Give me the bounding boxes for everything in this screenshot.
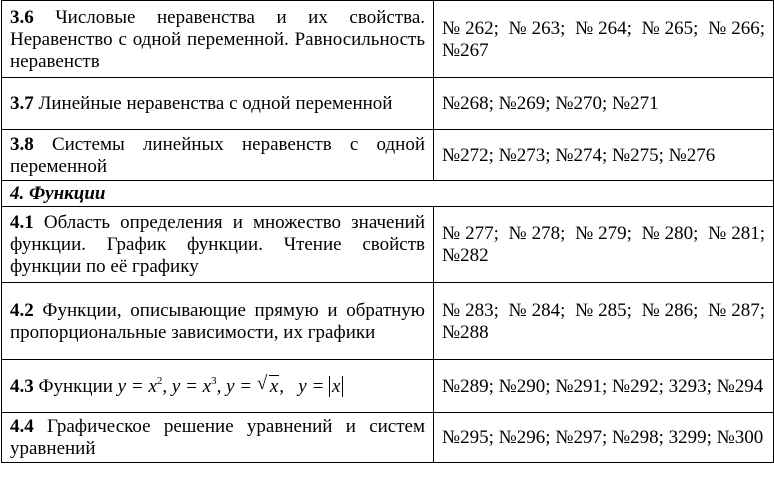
- table-row: [2, 283, 774, 360]
- math-x: x: [202, 375, 212, 397]
- math-y: y: [298, 375, 307, 397]
- topic-cell: [2, 130, 434, 181]
- topic-cell: [2, 207, 434, 283]
- tasks-cell: №268; №269; №270; №271: [434, 78, 774, 130]
- topics-table: [1, 0, 774, 463]
- topic-text: Область определения и множество значений функции. График функции. Чтение свойств функции по её графику: [10, 212, 425, 277]
- topic-text: Функции, описывающие прямую и обратную пропорциональные зависимости, их графики: [10, 299, 425, 343]
- table-row: [2, 413, 774, 463]
- topic-number: 4.3: [10, 375, 34, 397]
- tasks-cell: №262; №263; №264; №265; №266; №267: [434, 1, 774, 78]
- math-x: x: [148, 375, 157, 397]
- radical-sign: √: [256, 372, 268, 394]
- tasks-cell: №272; №273; №274; №275; №276: [434, 130, 774, 181]
- math-separator: ,: [279, 375, 289, 397]
- square-root: [256, 372, 279, 398]
- topic-cell: [2, 283, 434, 360]
- table-row: [2, 78, 774, 130]
- math-separator: ,: [216, 375, 227, 397]
- math-x: x: [269, 375, 279, 397]
- math-equals: =: [234, 375, 257, 397]
- math-exponent: 3: [211, 374, 217, 387]
- topic-number: 3.6: [10, 6, 34, 28]
- topic-text: Графическое решение уравнений и систем уравнений: [10, 416, 425, 459]
- table-row: [2, 360, 774, 413]
- topic-text: Линейные неравенства с одной переменной: [33, 93, 393, 114]
- math-equals: =: [180, 375, 203, 397]
- table-row: [2, 130, 774, 181]
- topic-cell: [2, 413, 434, 463]
- section-row: [2, 181, 774, 207]
- math-equals: =: [126, 375, 149, 397]
- absolute-value: [329, 376, 343, 397]
- math-equals: =: [306, 375, 330, 397]
- topic-number: 3.8: [10, 133, 34, 155]
- topic-text: Числовые неравенства и их свойства. Неравенство с одной переменной. Равносильность неравенств: [10, 6, 425, 72]
- math-separator: ,: [162, 375, 172, 397]
- tasks-cell: №277; №278; №279; №280; №281; №282: [434, 207, 774, 283]
- math-y: y: [226, 375, 235, 397]
- topic-text: Системы линейных неравенств с одной переменной: [10, 133, 425, 177]
- tasks-cell: №283; №284; №285; №286; №287; №288: [434, 283, 774, 360]
- topic-text: Функции: [33, 375, 113, 397]
- topic-cell: [2, 78, 434, 130]
- topic-number: 4.4: [10, 416, 34, 437]
- math-y: y: [171, 375, 181, 397]
- topic-number: 3.7: [10, 93, 34, 114]
- section-title: 4. Функции: [2, 181, 774, 207]
- topic-number: 4.1: [10, 212, 34, 233]
- tasks-cell: №295; №296; №297; №298; 3299; №300: [434, 413, 774, 463]
- math-exponent: 2: [156, 374, 163, 387]
- table-row: [2, 1, 774, 78]
- topic-number: 4.2: [10, 299, 34, 321]
- table-row: [2, 207, 774, 283]
- tasks-cell: №289; №290; №291; №292; 3293; №294: [434, 360, 774, 413]
- math-x: x: [332, 375, 341, 397]
- topic-cell: [2, 1, 434, 78]
- topic-cell: [2, 360, 434, 413]
- function-formulas: [117, 372, 344, 397]
- math-y: y: [117, 375, 127, 397]
